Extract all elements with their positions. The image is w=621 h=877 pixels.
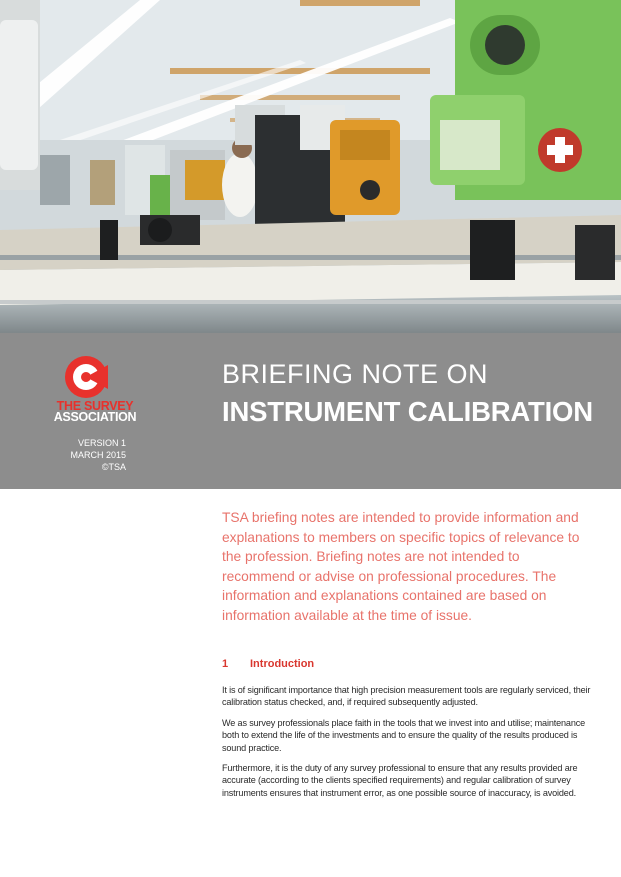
title-line2: INSTRUMENT CALIBRATION — [222, 396, 593, 427]
title-line1: BRIEFING NOTE ON — [222, 359, 489, 389]
version-label: VERSION 1 — [77, 438, 126, 448]
section-title: Introduction — [250, 658, 315, 670]
section-heading — [222, 658, 592, 670]
body-paragraph: Furthermore, it is the duty of any survey professional to ensure that any results provided are accurate (according to the clients specified requirements) and regular calibration of survey instruments ensures that instrument error, as one possible source of inaccuracy, is avoided. — [222, 763, 578, 798]
logo-text-line2: ASSOCIATION — [53, 410, 137, 424]
body-paragraph: It is of significant importance that high precision measurement tools are regularly serviced, their calibration status checked, and, if required subsequently adjusted. — [222, 685, 591, 708]
section-number: 1 — [222, 658, 229, 670]
survey-association-logo-icon — [64, 355, 108, 404]
logo-text-line1: THE SURVEY — [56, 399, 134, 413]
intro-paragraph: TSA briefing notes are intended to provide information and explanations to members on specific topics of relevance to the profession. Briefing notes are not intended to recommend or advise on professional procedures. The information and explanations contained are based on information available at the time of issue. — [222, 510, 580, 623]
hero-photo — [0, 0, 621, 333]
copyright-label: ©TSA — [101, 462, 126, 472]
document-meta — [40, 437, 126, 473]
calibration-lab-illustration — [0, 0, 621, 333]
body-paragraph: We as survey professionals place faith in the tools that we invest into and utilise; maintenance both to extend the life of the investments and to ensure the quality of the results produced is sound practice. — [222, 717, 586, 753]
section-body — [222, 684, 592, 807]
date-label: MARCH 2015 — [70, 450, 126, 460]
